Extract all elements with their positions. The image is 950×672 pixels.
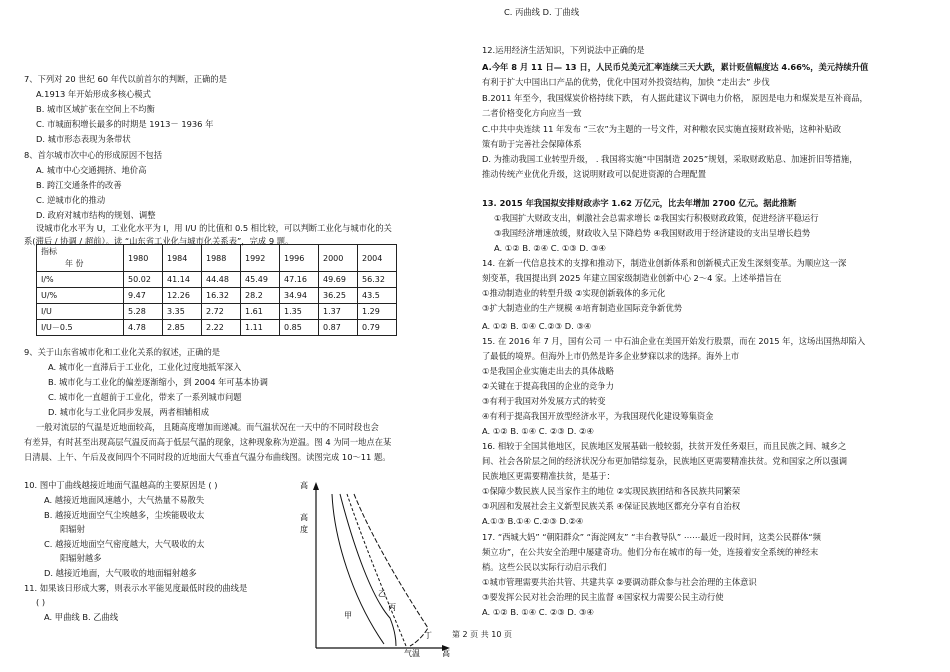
table-cell: 41.14 xyxy=(163,272,202,288)
table-cell: 34.94 xyxy=(280,288,319,304)
header-indicator: 指标 xyxy=(41,247,57,256)
text-line: 日清晨、上午、午后及夜间四个不同时段的近地面大气垂直气温分布曲线图。读图完成 10～11 题。 xyxy=(24,452,391,462)
text-line: 刻变革，我国提出到 2025 年建立国家级制造业创新中心 2～4 家。上述举措旨在 xyxy=(482,273,782,283)
year-cell: 2000 xyxy=(319,245,358,272)
text-line: 16. 相较于全国其他地区，民族地区发展基础一般较弱，扶贫开发任务艰巨，而且民族之间、城乡之 xyxy=(482,441,847,451)
text-line: 梢。这些公民以实际行动启示我们 xyxy=(482,562,607,572)
page-number: 第 2 页 共 10 页 xyxy=(452,630,512,639)
table-cell: 43.5 xyxy=(358,288,397,304)
year-cell: 1984 xyxy=(163,245,202,272)
text-line: D. 城市化与工业化同步发展，两者相辅相成 xyxy=(48,407,210,417)
text-line: 13. 2015 年我国拟安排财政赤字 1.62 万亿元，比去年增加 2700 亿元。据此推断 xyxy=(482,198,797,208)
text-line: 10. 图中丁曲线越接近地面气温越高的主要原因是 ( ) xyxy=(24,480,218,490)
table-cell: 45.49 xyxy=(241,272,280,288)
table-corner-header xyxy=(37,245,124,272)
table-cell: 56.32 xyxy=(358,272,397,288)
text-line: 11. 如果该日形成大雾，则表示水平能见度最低时段的曲线是 xyxy=(24,583,248,593)
table-row xyxy=(37,288,397,304)
text-line: 了最低的境界。但海外上市仍然是许多企业梦寐以求的选择。海外上市 xyxy=(482,351,740,361)
text-line: A.今年 8 月 11 日— 13 日，人民币兑美元汇率连续三天大跌，累计贬值幅度达 4.66%，美元持续升值 xyxy=(482,62,869,72)
text-line: ③巩固和发展社会主义新型民族关系 ④保证民族地区都充分享有自治权 xyxy=(482,501,741,511)
text-line: 推动传统产业优化升级，这说明财政可以促进资源的合理配置 xyxy=(482,169,707,179)
table-cell: 2.85 xyxy=(163,320,202,336)
text-line: A.①③ B.①④ C.②③ D.②④ xyxy=(482,516,584,526)
year-cell: 2004 xyxy=(358,245,397,272)
text-line: A. 城市化一直滞后于工业化，工业化过度地抵军深入 xyxy=(48,362,242,372)
text-line: 设城市化水平为 U，工业化水平为 I，用 I/U 的比值和 0.5 相比较，可以判断工业化与城市化的关 xyxy=(36,223,392,233)
text-line: A. 城市中心交通拥挤、地价高 xyxy=(36,165,147,175)
curve-label-ding: 丁 xyxy=(424,631,432,640)
text-line: ①推动制造业的转型升级 ②实现创新载体的多元化 xyxy=(482,288,666,298)
curve-label-jia: 甲 xyxy=(344,611,352,620)
row-label: U/% xyxy=(37,288,124,304)
table-cell: 49.69 xyxy=(319,272,358,288)
table-cell: 0.87 xyxy=(319,320,358,336)
text-line: A. ①② B. ①④ C.②③ D. ③④ xyxy=(482,321,592,331)
row-label: I/% xyxy=(37,272,124,288)
temperature-profile-graph xyxy=(292,478,452,658)
table-cell: 0.79 xyxy=(358,320,397,336)
y-axis-label-1: 高 xyxy=(300,513,308,522)
text-line: ①是我国企业实施走出去的具体战略 xyxy=(482,366,614,376)
table-cell: 47.16 xyxy=(280,272,319,288)
table-row xyxy=(37,304,397,320)
table-cell: 1.29 xyxy=(358,304,397,320)
text-line: A. ①② B. ①④ C. ②③ D. ③④ xyxy=(482,607,594,617)
curve-bing xyxy=(347,494,406,646)
text-line: 7、下列对 20 世纪 60 年代以前首尔的判断，正确的是 xyxy=(24,74,227,84)
table-cell: 2.72 xyxy=(202,304,241,320)
text-line: ②关键在于提高我国的企业的竞争力 xyxy=(482,381,614,391)
text-line: 二者价格变化方向应当一致 xyxy=(482,108,582,118)
text-line: 频立功”，在公共安全治理中屡建奇功。他们分布在城市的每一处，连接着安全系统的神经末 xyxy=(482,547,819,557)
table-header-row xyxy=(37,245,397,272)
table-cell: 1.11 xyxy=(241,320,280,336)
text-line: C. 城市化一直超前于工业化，带来了一系列城市问题 xyxy=(48,392,242,402)
text-line: 间、社会各阶层之间的经济状况分布更加错综复杂，民族地区更需要精准扶贫。党和国家之所以强调 xyxy=(482,456,848,466)
row-label: I/U－0.5 xyxy=(37,320,124,336)
text-line: ①保障少数民族人民当家作主的地位 ②实现民族团结和各民族共同繁荣 xyxy=(482,486,741,496)
text-line: D. 为推动我国工业转型升级， . 我国将实施“中国制造 2025”规划，采取财政贴息、加速折旧等措施， xyxy=(482,154,858,164)
text-line: A.1913 年开始形成多核心模式 xyxy=(36,89,151,99)
text-line: 9、关于山东省城市化和工业化关系的叙述，正确的是 xyxy=(24,347,221,357)
text-line: 系(滞后 / 协调 / 超前）。读 “山东省工业化与城市化关系表”，完成 9 题。 xyxy=(24,236,294,246)
curve-ding xyxy=(354,494,428,646)
y-axis-high-label: 高 xyxy=(300,481,308,490)
table-cell: 0.85 xyxy=(280,320,319,336)
text-line: A. ①② B. ②④ C. ①③ D. ③④ xyxy=(494,243,606,253)
header-year: 年 份 xyxy=(65,259,84,268)
curve-yi xyxy=(340,494,396,646)
curve-jia xyxy=(332,494,384,644)
table-cell: 2.22 xyxy=(202,320,241,336)
table-cell: 44.48 xyxy=(202,272,241,288)
text-line: C. 逆城市化的推动 xyxy=(36,195,106,205)
table-cell: 1.35 xyxy=(280,304,319,320)
year-cell: 1992 xyxy=(241,245,280,272)
text-line: B. 跨江交通条件的改善 xyxy=(36,180,122,190)
text-line: C. 越接近地面空气密度越大，大气吸收的太 xyxy=(44,539,205,549)
text-line: C.中共中央连续 11 年发布 “三农”为主题的一号文件，对种粮农民实施直接财政补贴，这种补贴政 xyxy=(482,124,842,134)
year-cell: 1980 xyxy=(124,245,163,272)
curve-label-bing: 丙 xyxy=(388,603,396,612)
x-axis-high-label: 高 xyxy=(442,649,450,658)
text-line: D. 政府对城市结构的规划、调整 xyxy=(36,210,156,220)
row-label: I/U xyxy=(37,304,124,320)
table-row xyxy=(37,272,397,288)
y-axis-label-2: 度 xyxy=(300,525,308,534)
text-line: ③有利于我国对外发展方式的转变 xyxy=(482,396,606,406)
text-line: A. 甲曲线 B. 乙曲线 xyxy=(44,612,119,622)
table-cell: 1.61 xyxy=(241,304,280,320)
text-line: B. 城市区域扩张在空间上不均衡 xyxy=(36,104,155,114)
text-line: 一般对流层的气温是近地面较高， 且随高度增加而递减。而气温状况在一天中的不同时段也会 xyxy=(36,422,379,432)
text-line: 策有助于完善社会保障体系 xyxy=(482,139,582,149)
table-cell: 28.2 xyxy=(241,288,280,304)
table-row xyxy=(37,320,397,336)
table-cell: 16.32 xyxy=(202,288,241,304)
table-cell: 3.35 xyxy=(163,304,202,320)
text-line: D. 城市形态表现为条带状 xyxy=(36,134,131,144)
text-line: ③要发挥公民对社会治理的民主监督 ④国家权力需要公民主动行使 xyxy=(482,592,724,602)
text-line: 有利于扩大中国出口产品的优势，优化中国对外投资结构，加快 “走出去” 步伐 xyxy=(482,77,770,87)
text-line: D. 越接近地面，大气吸收的地面辐射越多 xyxy=(44,568,197,578)
curve-label-yi: 乙 xyxy=(378,589,386,598)
x-axis-label: 气温 xyxy=(404,649,420,658)
text-line: 12.运用经济生活知识，下列说法中正确的是 xyxy=(482,45,645,55)
text-line: ④有利于提高我国开放型经济水平，为我国现代化建设筹集资金 xyxy=(482,411,714,421)
text-line: ①城市管理需要共治共管、共建共享 ②要调动群众参与社会治理的主体意识 xyxy=(482,577,757,587)
text-line: A. 越接近地面风速越小，大气热量不易散失 xyxy=(44,495,205,505)
text-line: 民族地区更需要精准扶贫，是基于： xyxy=(482,471,615,481)
text-line: B.2011 年至今，我国煤炭价格持续下跌， 有人据此建议下调电力价格， 原因是电力和煤炭是互补商品， xyxy=(482,93,868,103)
text-line: 17. “西城大妈” “朝阳群众” “海淀网友” “丰台教导队” ⋯⋯最近一段时间，这类公民群体“频 xyxy=(482,532,821,542)
text-line: 14. 在新一代信息技术的支撑和推动下，制造业创新体系和创新模式正发生深刻变革。为顺应这一深 xyxy=(482,258,847,268)
text-line: ③扩大制造业的生产规模 ④培育制造业国际竞争新优势 xyxy=(482,303,683,313)
text-line: 有差异，有时甚至出现高层气温反而高于低层气温的现象，这种现象称为逆温。图 4 为同一地点在某 xyxy=(24,437,392,447)
year-cell: 1996 xyxy=(280,245,319,272)
text-line: A. ①② B. ①④ C. ②③ D. ②④ xyxy=(482,426,594,436)
text-line: 阳辐射越多 xyxy=(60,553,102,563)
table-cell: 36.25 xyxy=(319,288,358,304)
text-line: C. 市城面积增长最多的时期是 1913－ 1936 年 xyxy=(36,119,214,129)
table-cell: 50.02 xyxy=(124,272,163,288)
text-line: B. 越接近地面空气尘埃越多，尘埃能吸收太 xyxy=(44,510,205,520)
table-cell: 1.37 xyxy=(319,304,358,320)
year-cell: 1988 xyxy=(202,245,241,272)
y-axis-arrow xyxy=(313,482,319,490)
table-cell: 9.47 xyxy=(124,288,163,304)
table-cell: 12.26 xyxy=(163,288,202,304)
text-line: C. 丙曲线 D. 丁曲线 xyxy=(504,7,580,17)
text-line: ③我国经济增速放缓，财政收入呈下降趋势 ④我国财政用于经济建设的支出呈增长趋势 xyxy=(494,228,811,238)
text-line: 8、首尔城市次中心的形成原因不包括 xyxy=(24,150,163,160)
text-line: B. 城市化与工业化的偏差逐渐缩小，到 2004 年可基本协调 xyxy=(48,377,268,387)
table-cell: 5.28 xyxy=(124,304,163,320)
text-line: 阳辐射 xyxy=(60,524,85,534)
industrialization-urbanization-table xyxy=(36,244,397,336)
table-cell: 4.78 xyxy=(124,320,163,336)
text-line: ( ) xyxy=(36,597,46,607)
text-line: ①我国扩大财政支出，刺激社会总需求增长 ②我国实行积极财政政策，促进经济平稳运行 xyxy=(494,213,819,223)
text-line: 15. 在 2016 年 7 月，国有公司 一 中石油企业在美国开始发行股票，而在 2015 年，这场出国热却陷入 xyxy=(482,336,866,346)
